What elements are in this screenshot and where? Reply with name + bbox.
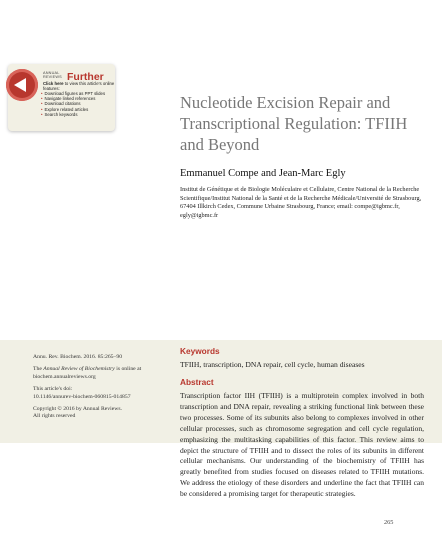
badge-feature-list — [38, 91, 105, 117]
further-logo-icon — [6, 69, 38, 101]
badge-feature-item: • Download figures as PPT slides — [46, 91, 105, 96]
brand-small-text: ANNUAL REVIEWS — [43, 71, 62, 80]
click-rest-text: to view this article's online features: — [43, 81, 115, 91]
journal-name: Annual Review of Biochemistry — [43, 366, 115, 373]
keywords-text: TFIIH, transcription, DNA repair, cell cycle, human diseases — [180, 360, 365, 369]
citation-line: Annu. Rev. Biochem. 2016. 85:265–90 — [33, 354, 123, 360]
copyright-block — [33, 406, 168, 421]
online-pre: The — [33, 366, 44, 373]
article-authors: Emmanuel Compe and Jean-Marc Egly — [180, 168, 346, 179]
doi-block — [33, 386, 168, 401]
annual-reviews-further-badge[interactable] — [8, 64, 115, 131]
badge-feature-item: • Explore related articles — [46, 107, 105, 112]
article-title: Nucleotide Excision Repair and Transcriptional Regulation: TFIIH and Beyond — [180, 93, 408, 154]
click-here-link[interactable]: Click here — [43, 81, 64, 86]
badge-feature-item: • Search keywords — [46, 112, 105, 117]
online-post: is online at biochem.annualreviews.org — [33, 366, 142, 380]
keywords-heading: Keywords — [180, 346, 220, 356]
doi-label: This article's doi: — [33, 386, 73, 393]
rights-text: All rights reserved — [33, 413, 76, 420]
article-affiliation: Institut de Génétique et de Biologie Moléculaire et Cellulaire, Centre National de la Recherche Scientifique/Institut National de la Santé et de la Recherche Médicale/Université de Strasbourg, 67404 Illkirch Cedex, Commune Urbaine Strasbourg, France; email: compe@igbmc.fr, egly@igbmc.fr — [180, 186, 422, 219]
copyright-text: Copyright © 2016 by Annual Reviews. — [33, 406, 122, 413]
article-meta — [33, 354, 168, 426]
brand-further-text: Further — [67, 71, 104, 83]
online-line — [33, 366, 168, 381]
badge-feature-item: • Navigate linked references — [46, 96, 105, 101]
further-brand — [43, 71, 104, 83]
badge-click-text[interactable] — [43, 81, 115, 91]
page-number: 265 — [384, 519, 394, 526]
badge-feature-item: • Download citations — [46, 101, 105, 106]
abstract-text: Transcription factor IIH (TFIIH) is a multiprotein complex involved in both transcription and DNA repair, revealing a striking functional link between these two processes. Some of its subunits also belong to complexes involved in other cellular processes, such as chromosome segregation and cell cycle regulation, emphasizing the multitasking capabilities of this factor. This review aims to depict the structure of TFIIH and to dissect the roles of its subunits in different cellular mechanisms. Our understanding of the biochemistry of TFIIH has greatly benefited from studies focused on diseases related to TFIIH mutations. We address the etiology of these disorders and underline the fact that TFIIH can be considered a promising target for therapeutic strategies. — [180, 391, 424, 499]
abstract-heading: Abstract — [180, 377, 214, 387]
doi-link[interactable]: 10.1146/annurev-biochem-060815-014857 — [33, 393, 131, 400]
